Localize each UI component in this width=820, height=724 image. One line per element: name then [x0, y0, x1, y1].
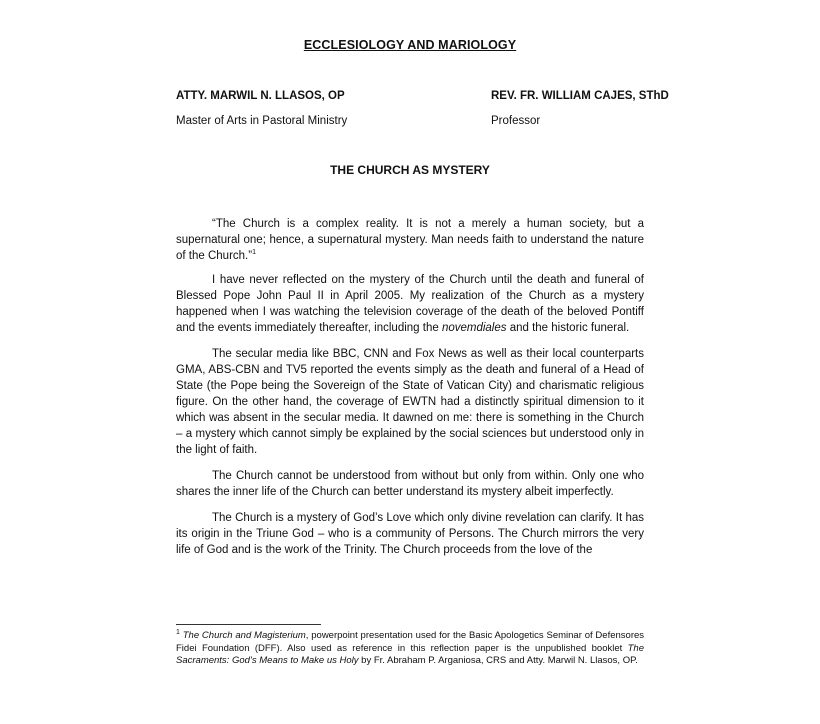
footnote: [176, 630, 644, 668]
paragraph-5: The Church is a mystery of God’s Love which only divine revelation can clarify. It has its origin in the Triune God – who is a community of Persons. The Church mirrors the very life of God and is the work of the Trinity. The Church proceeds from the love of the: [176, 512, 644, 556]
footnote-mark: 1: [176, 628, 180, 636]
paragraph-2: [176, 272, 644, 336]
footnote-source-title: The Church and Magisterium: [182, 630, 306, 641]
paragraph-quote: [176, 216, 644, 264]
footnote-divider: [176, 624, 321, 625]
footnote-text: , powerpoint presentation used for the Basic Apologetics Seminar of Defensores Fidei Foundation (DFF). Also used as reference in this reflection paper is the unpublished booklet: [176, 630, 645, 654]
paragraph-2-text: I have never reflected on the mystery of the Church until the death and funeral of Blessed Pope John Paul II in April 2005. My realization of the Church as a mystery happened when I was watching the television coverage of the death of the beloved Pontiff and the events immediately thereafter, including the: [176, 274, 644, 334]
professor-role: Professor: [491, 115, 541, 127]
footnote-reference: 1: [252, 249, 256, 257]
body-text: [176, 216, 644, 568]
paragraph-4: The Church cannot be understood from without but only from within. Only one who shares the inner life of the Church can better understand its mystery albeit imperfectly.: [176, 470, 644, 498]
professor-block: [491, 84, 669, 134]
novemdiales-term: novemdiales: [441, 322, 507, 334]
author-name: ATTY. MARWIL N. LLASOS, OP: [176, 90, 345, 102]
quote-text: “The Church is a complex reality. It is not a merely a human society, but a supernatural one; hence, a supernatural mystery. Man needs faith to understand the nature of the Church.”: [176, 218, 644, 262]
paragraph-3: The secular media like BBC, CNN and Fox News as well as their local counterparts GMA, ABS-CBN and TV5 reported the events simply as the death and funeral of a Head of State (the Pope being the Sovereign of the State of Vatican City) and charismatic religious figure. On the other hand, the coverage of EWTN had a distinctly spiritual dimension to it which was absent in the secular media. It dawned on me: there is something in the Church – a mystery which cannot simply be explained by the social sciences but understood only in the light of faith.: [176, 348, 644, 456]
footnote-booklet-title: The Sacraments: God’s Means to Make us Holy: [176, 642, 644, 666]
document-title: ECCLESIOLOGY AND MARIOLOGY: [303, 38, 517, 52]
author-left-block: [176, 84, 347, 134]
footnote-text-end: by Fr. Abraham P. Arganiosa, CRS and Atty. Marwil N. Llasos, OP.: [358, 655, 638, 666]
author-program: Master of Arts in Pastoral Ministry: [176, 115, 348, 127]
professor-name: REV. FR. WILLIAM CAJES, SThD: [491, 90, 669, 102]
section-title: THE CHURCH AS MYSTERY: [330, 163, 490, 177]
paragraph-2-text-end: and the historic funeral.: [506, 322, 630, 334]
